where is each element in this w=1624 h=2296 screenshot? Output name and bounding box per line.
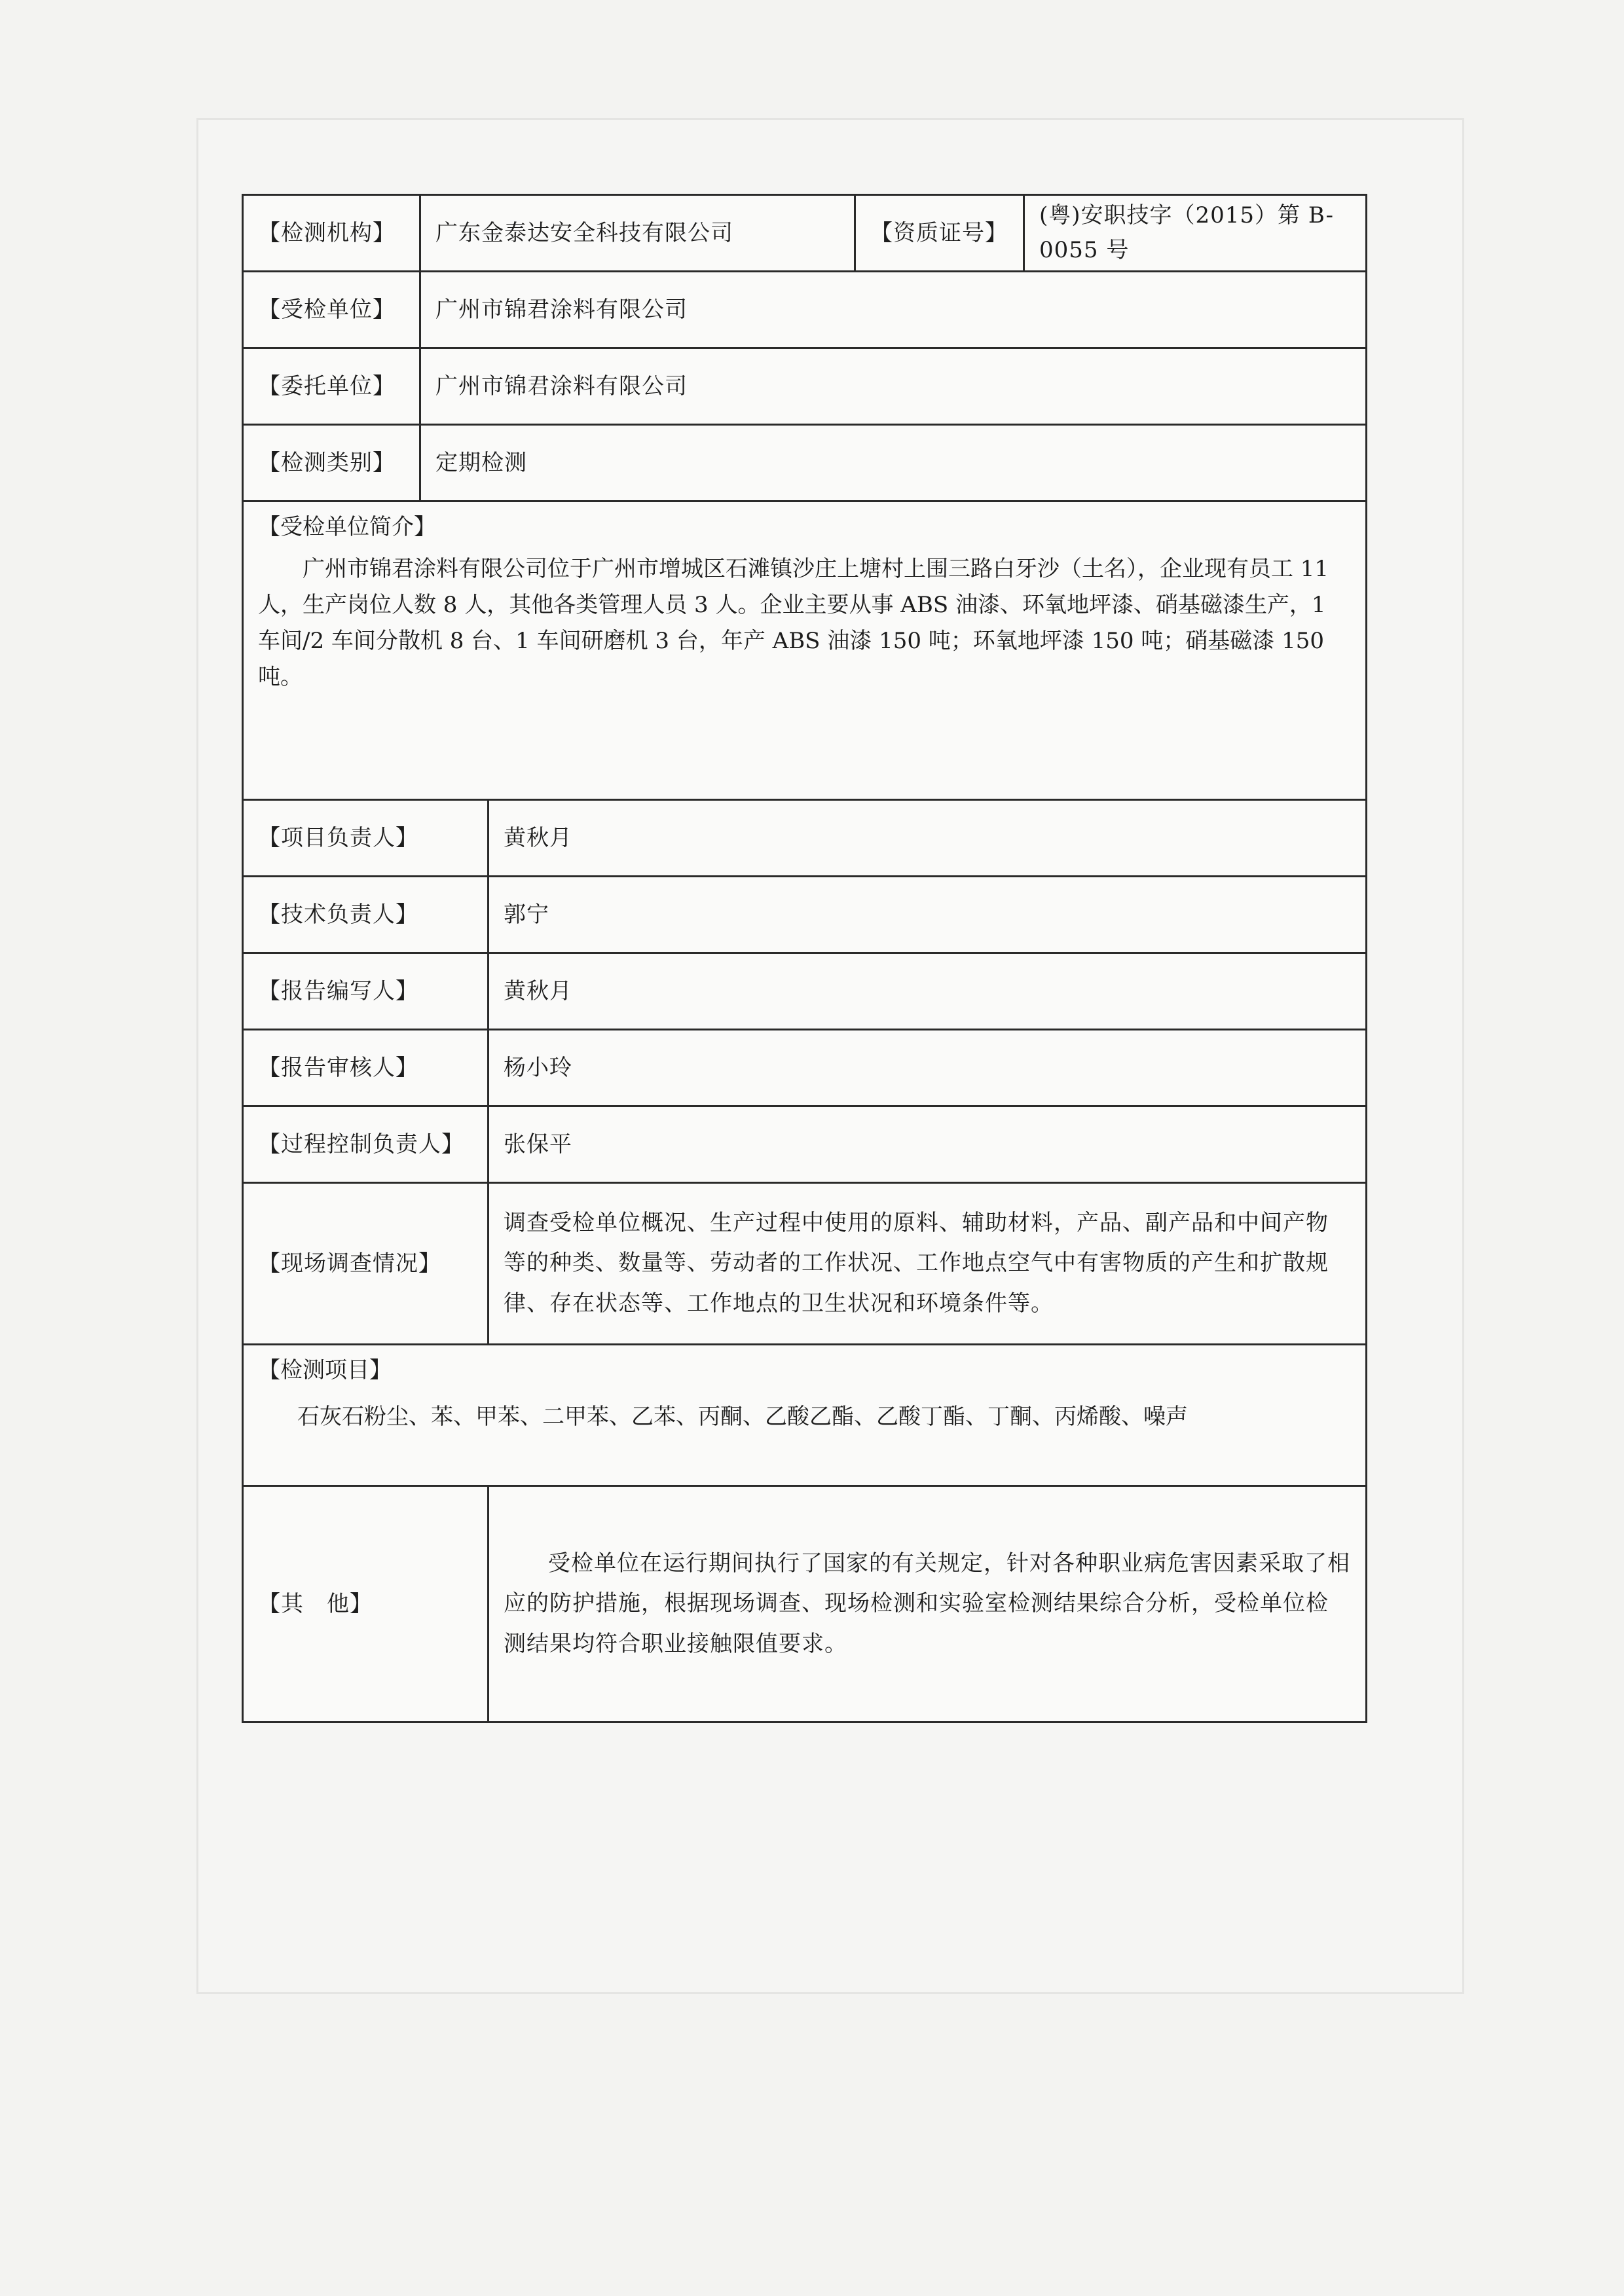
- testing-org-value: 广东金泰达安全科技有限公司: [420, 195, 855, 272]
- test-items-cell: [243, 1345, 1367, 1486]
- report-reviewer-label: 【报告审核人】: [243, 1030, 489, 1106]
- client-unit-label: 【委托单位】: [243, 348, 420, 425]
- unit-intro-title: 【受检单位简介】: [258, 514, 436, 540]
- site-survey-text: 调查受检单位概况、生产过程中使用的原料、辅助材料，产品、副产品和中间产物等的种类、数量等、劳动者的工作状况、工作地点空气中有害物质的产生和扩散规律、存在状态等、工作地点的卫生状况和环境条件等。: [504, 1210, 1329, 1317]
- row-project-lead: [243, 800, 1367, 877]
- row-report-writer: [243, 953, 1367, 1030]
- project-lead-label: 【项目负责人】: [243, 800, 489, 877]
- cert-number-value: (粤)安职技字（2015）第 B-0055 号: [1024, 195, 1367, 272]
- row-client-unit: [243, 348, 1367, 425]
- report-reviewer-value: 杨小玲: [489, 1030, 1367, 1106]
- report-info-table: [242, 194, 1367, 1723]
- inspected-unit-value: 广州市锦君涂料有限公司: [420, 272, 1367, 348]
- row-site-survey: [243, 1183, 1367, 1345]
- client-unit-value: 广州市锦君涂料有限公司: [420, 348, 1367, 425]
- unit-intro-text: 广州市锦君涂料有限公司位于广州市增城区石滩镇沙庄上塘村上围三路白牙沙（土名），企业现有员工 11 人，生产岗位人数 8 人，其他各类管理人员 3 人。企业主要从事 ABS 油漆、环氧地坪漆、硝基磁漆生产，1 车间/2 车间分散机 8 台、1 车间研磨机 3 台，年产 ABS 油漆 150 吨；环氧地坪漆 150 吨；硝基磁漆 150 吨。: [258, 555, 1329, 690]
- report-writer-label: 【报告编写人】: [243, 953, 489, 1030]
- test-items-text: 石灰石粉尘、苯、甲苯、二甲苯、乙苯、丙酮、乙酸乙酯、乙酸丁酯、丁酮、丙烯酸、噪声: [297, 1403, 1188, 1430]
- row-test-items: [243, 1345, 1367, 1486]
- testing-org-label: 【检测机构】: [243, 195, 420, 272]
- row-other: [243, 1486, 1367, 1722]
- site-survey-cell: [489, 1183, 1367, 1345]
- tech-lead-value: 郭宁: [489, 877, 1367, 953]
- site-survey-label: 【现场调查情况】: [243, 1183, 489, 1345]
- row-process-control: [243, 1106, 1367, 1183]
- test-type-value: 定期检测: [420, 425, 1367, 501]
- row-inspected-unit: [243, 272, 1367, 348]
- row-report-reviewer: [243, 1030, 1367, 1106]
- test-type-label: 【检测类别】: [243, 425, 420, 501]
- report-writer-value: 黄秋月: [489, 953, 1367, 1030]
- unit-intro-cell: [243, 501, 1367, 800]
- test-items-title: 【检测项目】: [258, 1357, 392, 1383]
- other-cell: [489, 1486, 1367, 1722]
- project-lead-value: 黄秋月: [489, 800, 1367, 877]
- row-test-type: [243, 425, 1367, 501]
- row-tech-lead: [243, 877, 1367, 953]
- tech-lead-label: 【技术负责人】: [243, 877, 489, 953]
- inspected-unit-label: 【受检单位】: [243, 272, 420, 348]
- process-control-label: 【过程控制负责人】: [243, 1106, 489, 1183]
- cert-number-label: 【资质证号】: [855, 195, 1024, 272]
- row-unit-intro: [243, 501, 1367, 800]
- row-testing-org: [243, 195, 1367, 272]
- process-control-value: 张保平: [489, 1106, 1367, 1183]
- other-text: 受检单位在运行期间执行了国家的有关规定，针对各种职业病危害因素采取了相应的防护措施，根据现场调查、现场检测和实验室检测结果综合分析，受检单位检测结果均符合职业接触限值要求。: [504, 1550, 1350, 1657]
- other-label: 【其 他】: [243, 1486, 489, 1722]
